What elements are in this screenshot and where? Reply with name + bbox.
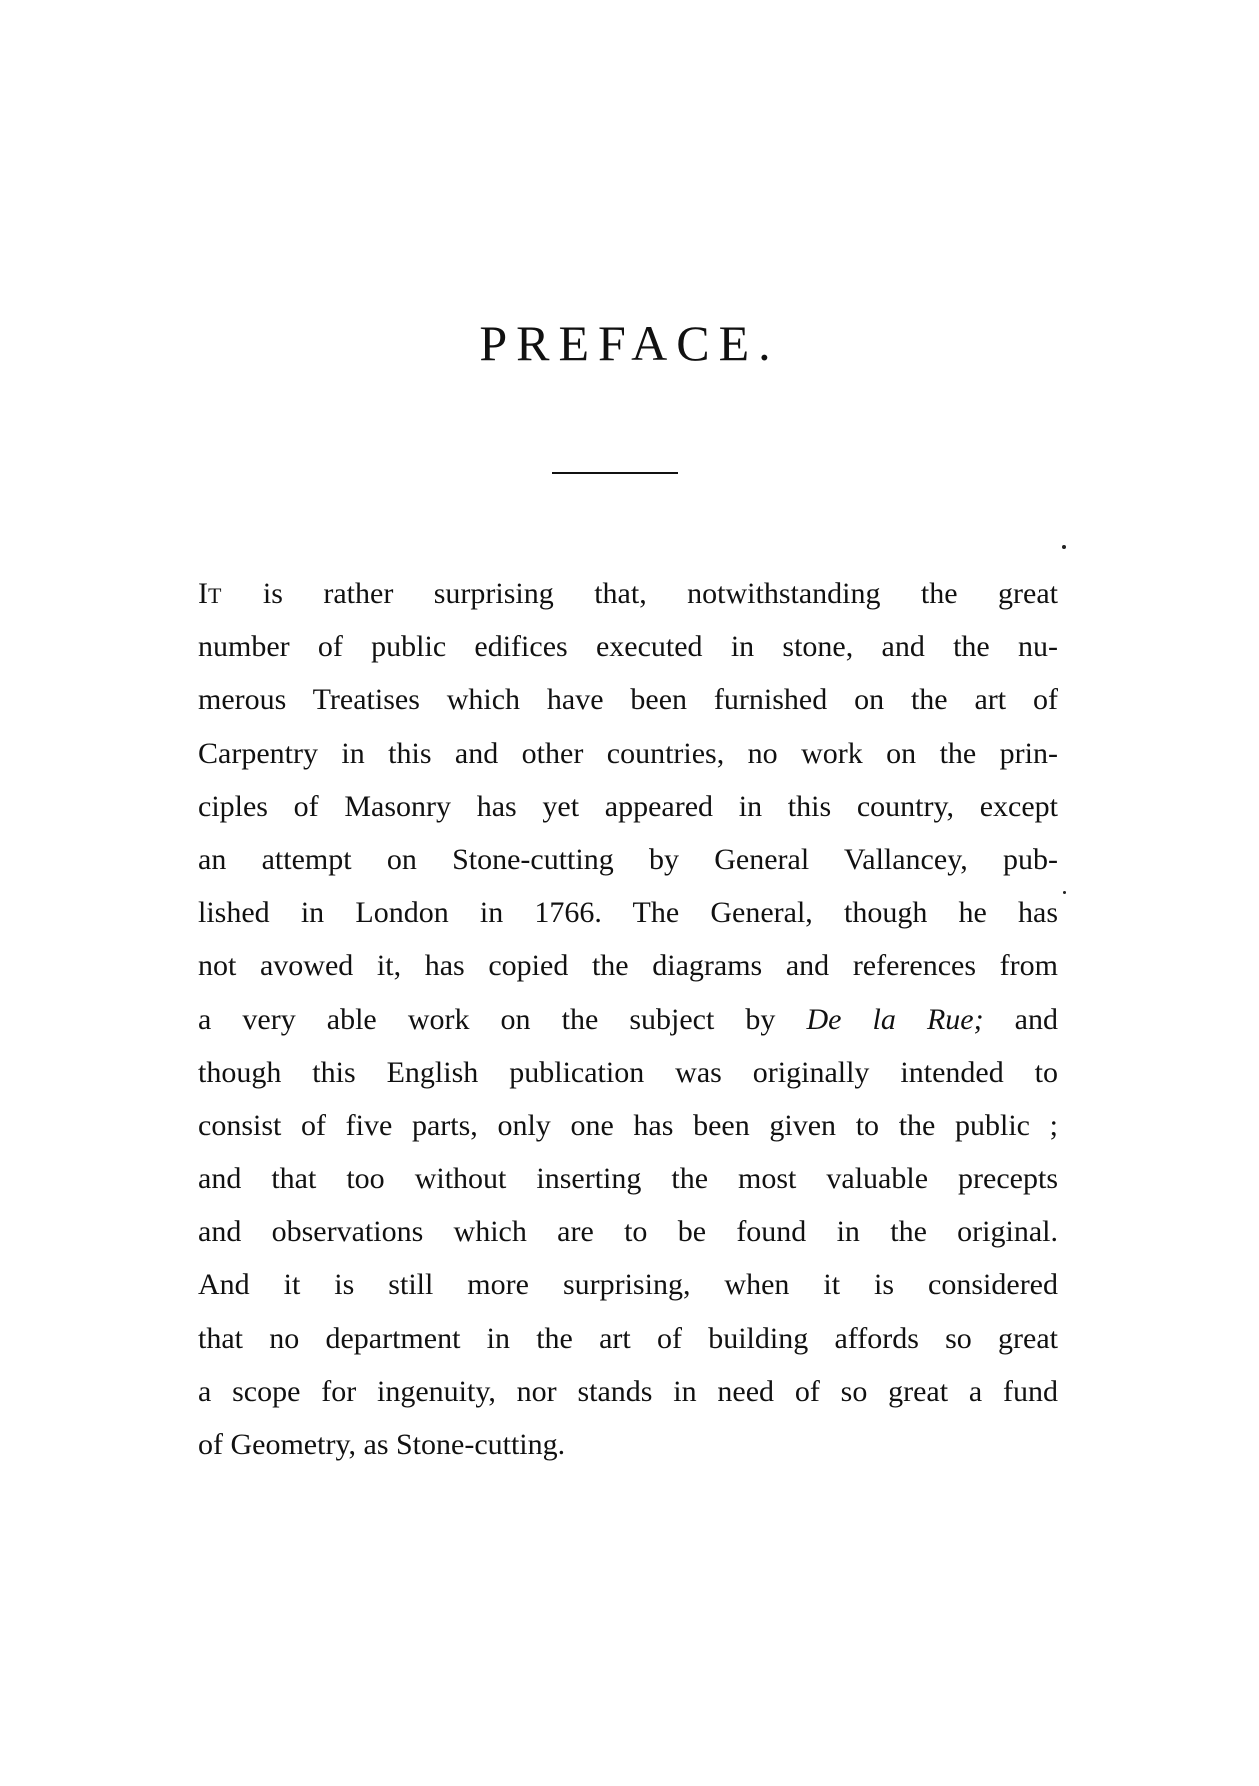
text-line: merous Treatises which have been furnished on the art of <box>198 683 1058 717</box>
small-caps-letter: T <box>208 583 223 608</box>
text-line: that no department in the art of building affords so great <box>198 1321 1058 1355</box>
text-line: of Geometry, as Stone-cutting. <box>198 1428 566 1461</box>
text-line <box>198 567 1058 620</box>
text-line: Carpentry in this and other countries, no work on the prin- <box>198 736 1058 770</box>
text-line: not avowed it, has copied the diagrams and references from <box>198 949 1058 983</box>
line-text: is rather surprising that, notwithstanding the great <box>222 577 1058 610</box>
line-text-before: a very able work on the subject by <box>198 1002 807 1036</box>
italic-author-name: De la Rue; <box>806 1002 984 1036</box>
stray-mark-dot <box>1063 891 1066 894</box>
text-line: though this English publication was originally intended to <box>198 1055 1058 1089</box>
text-line: lished in London in 1766. The General, though he has <box>198 896 1058 930</box>
text-line: a scope for ingenuity, nor stands in need of so great a fund <box>198 1374 1058 1408</box>
text-line: ciples of Masonry has yet appeared in this country, except <box>198 789 1058 823</box>
title-divider <box>552 472 678 474</box>
text-line: and observations which are to be found in the original. <box>198 1215 1058 1249</box>
text-line: and that too without inserting the most valuable precepts <box>198 1162 1058 1196</box>
page-title: PREFACE. <box>479 315 780 371</box>
drop-letter: I <box>198 577 208 610</box>
preface-body <box>198 567 1058 1471</box>
line-text-after: and <box>983 1002 1058 1036</box>
text-line: number of public edifices executed in stone, and the nu- <box>198 630 1058 664</box>
text-line <box>198 993 1058 1046</box>
stray-mark-dot <box>1062 545 1066 549</box>
text-line: And it is still more surprising, when it is considered <box>198 1268 1058 1302</box>
text-line: consist of five parts, only one has been given to the public ; <box>198 1108 1058 1142</box>
text-line: an attempt on Stone-cutting by General Vallancey, pub- <box>198 842 1058 876</box>
